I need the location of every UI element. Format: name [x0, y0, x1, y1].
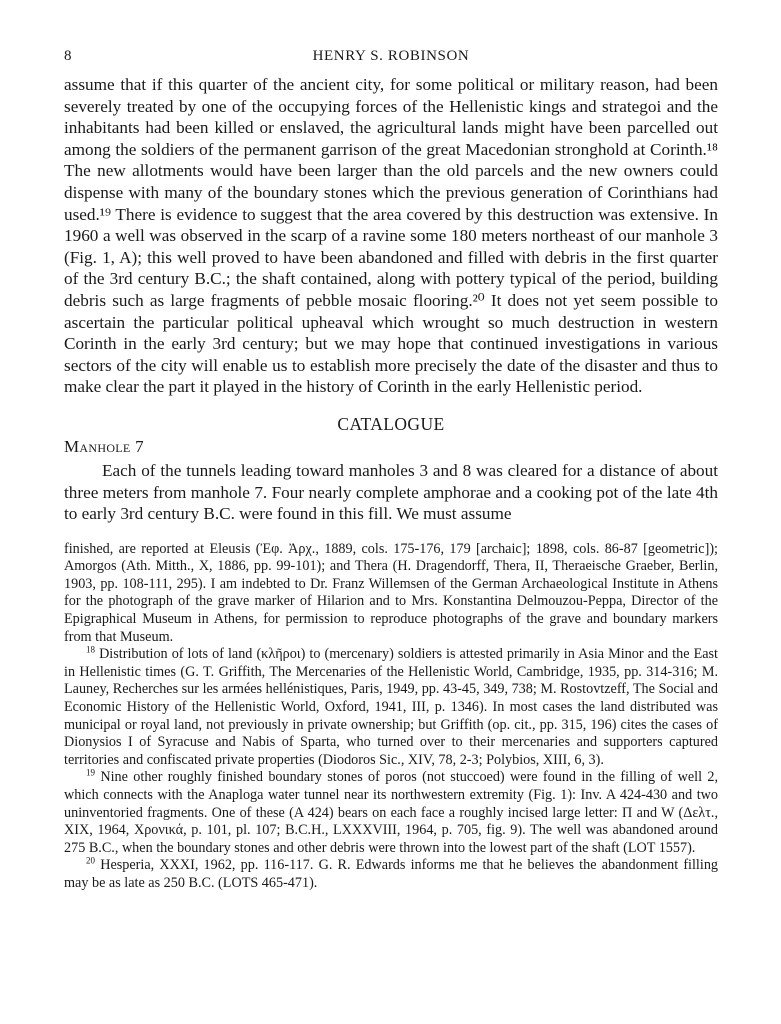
footnote-18-text: Distribution of lots of land (κλῆροι) to (mercenary) soldiers is attested primarily in Asia Minor and the East in Hellenistic times (G. T. Griffith, The Mercenaries of the Hellenistic World, Cambridge, 1935, pp. 314-316; M. Launey, Recherches sur les armées hellénistiques, Paris, 1949, pp. 43-45, 349, 738; M. Rostovtzeff, The Social and Economic History of the Hellenistic World, Oxford, 1941, III, p. 1346). In most cases the land distributed was municipal or royal land, not previously in private ownership; but Griffith (op. cit., pp. 315, 196) cites the cases of Dionysios I of Syracuse and Nabis of Sparta, who turned over to their mercenaries and supporters captured territories and confiscated private properties (Diodoros Sic., XIV, 78, 2-3; Polybios, XIII, 6, 3).: [64, 646, 718, 768]
page-number: 8: [64, 48, 73, 64]
footnote-18: [64, 646, 718, 769]
running-title: HENRY S. ROBINSON: [312, 48, 470, 64]
footnote-20-mark: 20: [86, 855, 95, 866]
footnote-20-text: Hesperia, XXXI, 1962, pp. 116-117. G. R. Edwards informs me that he believes the abandonment filling may be as late as 250 B.C. (LOTS 465-471).: [64, 857, 719, 891]
running-head: [64, 48, 718, 74]
footnote-19-mark: 19: [86, 767, 95, 778]
footnote-18-mark: 18: [86, 644, 95, 655]
manhole-7-paragraph: Each of the tunnels leading toward manholes 3 and 8 was cleared for a distance of about three meters from manhole 7. Four nearly complete amphorae and a cooking pot of the late 4th to early 3rd century B.C. were found in this fill. We must assume: [64, 460, 718, 524]
footnote-19: [64, 769, 718, 857]
footnotes: [64, 541, 718, 893]
catalogue-heading: CATALOGUE: [337, 413, 445, 434]
body-paragraph-continued: assume that if this quarter of the ancient city, for some political or military reason, had been severely treated by one of the occupying forces of the Hellenistic kings and strategoi and the inhabitants had been killed or enslaved, the agricultural lands might have been parcelled out among the soldiers of the permanent garrison of the great Macedonian stronghold at Corinth.¹⁸ The new allotments would have been larger than the old parcels and the new owners could dispense with many of the boundary stones which the previous generation of Corinthians had used.¹⁹ There is evidence to suggest that the area covered by this destruction was extensive. In 1960 a well was observed in the scarp of a ravine some 180 meters northeast of our manhole 3 (Fig. 1, A); this well proved to have been abandoned and filled with debris in the first quarter of the 3rd century B.C.; the shaft contained, along with pottery typical of the period, building debris such as large fragments of pebble mosaic flooring.²⁰ It does not yet seem possible to ascertain the particular political upheaval which wrought so much destruction in western Corinth in the early 3rd century; but we may hope that continued investigations in various sectors of the city will enable us to establish more precisely the date of the disaster and thus to make clear the part it played in the history of Corinth in the early Hellenistic period.: [64, 75, 718, 397]
footnote-continued: finished, are reported at Eleusis (Ἐφ. Ἀρχ., 1889, cols. 175-176, 179 [archaic]; 1898, cols. 86-87 [geometric]); Amorgos (Ath. Mitth., X, 1886, pp. 99-101); and Thera (H. Dragendorff, Thera, II, Theraeische Graeber, Berlin, 1903, pp. 108-111, 295). I am indebted to Dr. Franz Willemsen of the German Archaeological Institute in Athens for the photograph of the grave marker of Hilarion and to Mrs. Konstantina Delmouzou-Peppa, Director of the Epigraphical Museum in Athens, for permission to reproduce photographs of the grave and boundary markers from that Museum.: [64, 540, 718, 645]
footnote-20: [64, 857, 718, 892]
manhole-7-heading: Manhole 7: [64, 436, 144, 456]
footnote-19-text: Nine other roughly finished boundary stones of poros (not stuccoed) were found in the filling of well 2, which connects with the Anaploga water tunnel near its northwestern extremity (Fig. 1): Inv. A 424-430 and two uninventoried fragments. One of these (A 424) bears on each face a roughly incised large letter: Π and W (Δελτ., XIX, 1964, Χρονικά, p. 101, pl. 107; B.C.H., LXXXVIII, 1964, p. 705, fig. 9). The well was abandoned around 275 B.C., when the boundary stones and other debris were thrown into the lowest part of the shaft (LOT 1557).: [64, 769, 719, 856]
journal-page: [64, 48, 718, 893]
